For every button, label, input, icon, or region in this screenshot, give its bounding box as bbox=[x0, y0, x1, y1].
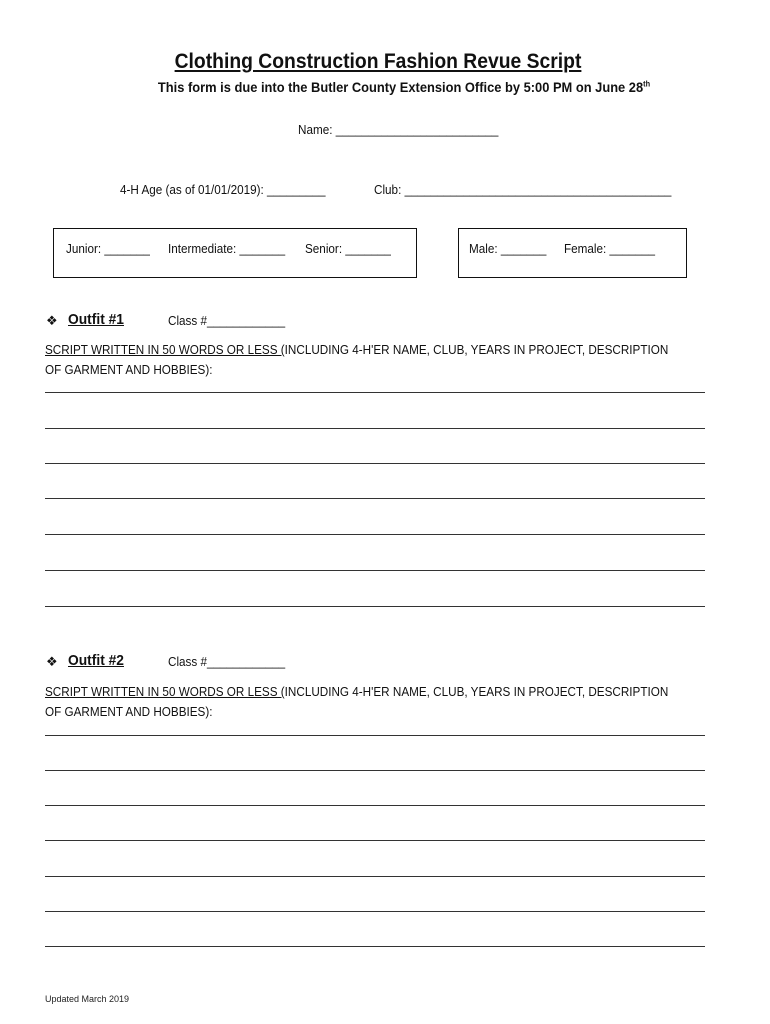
senior-field[interactable]: Senior: _______ bbox=[305, 241, 391, 256]
due-date-notice bbox=[32, 79, 770, 95]
outfit-2-heading: Outfit #2 bbox=[68, 652, 124, 669]
outfit-1-write-line[interactable] bbox=[45, 570, 705, 571]
outfit-2-write-line[interactable] bbox=[45, 805, 705, 806]
age-field[interactable]: 4-H Age (as of 01/01/2019): _________ bbox=[120, 182, 326, 197]
outfit-1-write-line[interactable] bbox=[45, 498, 705, 499]
name-field[interactable]: Name: _________________________ bbox=[298, 122, 499, 137]
outfit-2-class-field[interactable]: Class #____________ bbox=[168, 654, 286, 669]
outfit-2-write-line[interactable] bbox=[45, 770, 705, 771]
bullet-diamond-icon: ❖ bbox=[46, 313, 58, 328]
male-field[interactable]: Male: _______ bbox=[469, 241, 547, 256]
outfit-2-write-line[interactable] bbox=[45, 840, 705, 841]
bullet-diamond-icon: ❖ bbox=[46, 654, 58, 669]
outfit-1-write-line[interactable] bbox=[45, 392, 705, 393]
outfit-1-instructions-underlined: SCRIPT WRITTEN IN 50 WORDS OR LESS ( bbox=[45, 342, 285, 357]
due-date-text: This form is due into the Butler County Extension Office by 5:00 PM on June 28 bbox=[157, 79, 644, 95]
club-field[interactable]: Club: _________________________________________ bbox=[374, 182, 672, 197]
outfit-2-instructions bbox=[45, 682, 675, 722]
due-date-suffix: th bbox=[643, 79, 651, 89]
outfit-1-instructions bbox=[45, 340, 675, 380]
outfit-1-write-line[interactable] bbox=[45, 534, 705, 535]
outfit-2-write-line[interactable] bbox=[45, 876, 705, 877]
outfit-1-write-line[interactable] bbox=[45, 606, 705, 607]
junior-field[interactable]: Junior: _______ bbox=[66, 241, 150, 256]
outfit-1-write-line[interactable] bbox=[45, 463, 705, 464]
outfit-1-class-field[interactable]: Class #____________ bbox=[168, 313, 286, 328]
updated-date: Updated March 2019 bbox=[45, 994, 130, 1004]
female-field[interactable]: Female: _______ bbox=[564, 241, 656, 256]
intermediate-field[interactable]: Intermediate: _______ bbox=[168, 241, 286, 256]
outfit-2-write-line[interactable] bbox=[45, 735, 705, 736]
outfit-1-heading: Outfit #1 bbox=[68, 311, 124, 328]
outfit-2-instructions-underlined: SCRIPT WRITTEN IN 50 WORDS OR LESS ( bbox=[45, 684, 285, 699]
outfit-2-write-line[interactable] bbox=[45, 946, 705, 947]
outfit-2-instructions-rest: INCLUDING 4-H'ER NAME, CLUB, YEARS IN PROJECT, DESCRIPTION OF GARMENT AND HOBBIES): bbox=[45, 684, 669, 719]
outfit-1-write-line[interactable] bbox=[45, 428, 705, 429]
page-title: Clothing Construction Fashion Revue Script bbox=[174, 50, 582, 73]
outfit-1-instructions-rest: INCLUDING 4-H'ER NAME, CLUB, YEARS IN PROJECT, DESCRIPTION OF GARMENT AND HOBBIES): bbox=[45, 342, 669, 377]
outfit-2-write-line[interactable] bbox=[45, 911, 705, 912]
